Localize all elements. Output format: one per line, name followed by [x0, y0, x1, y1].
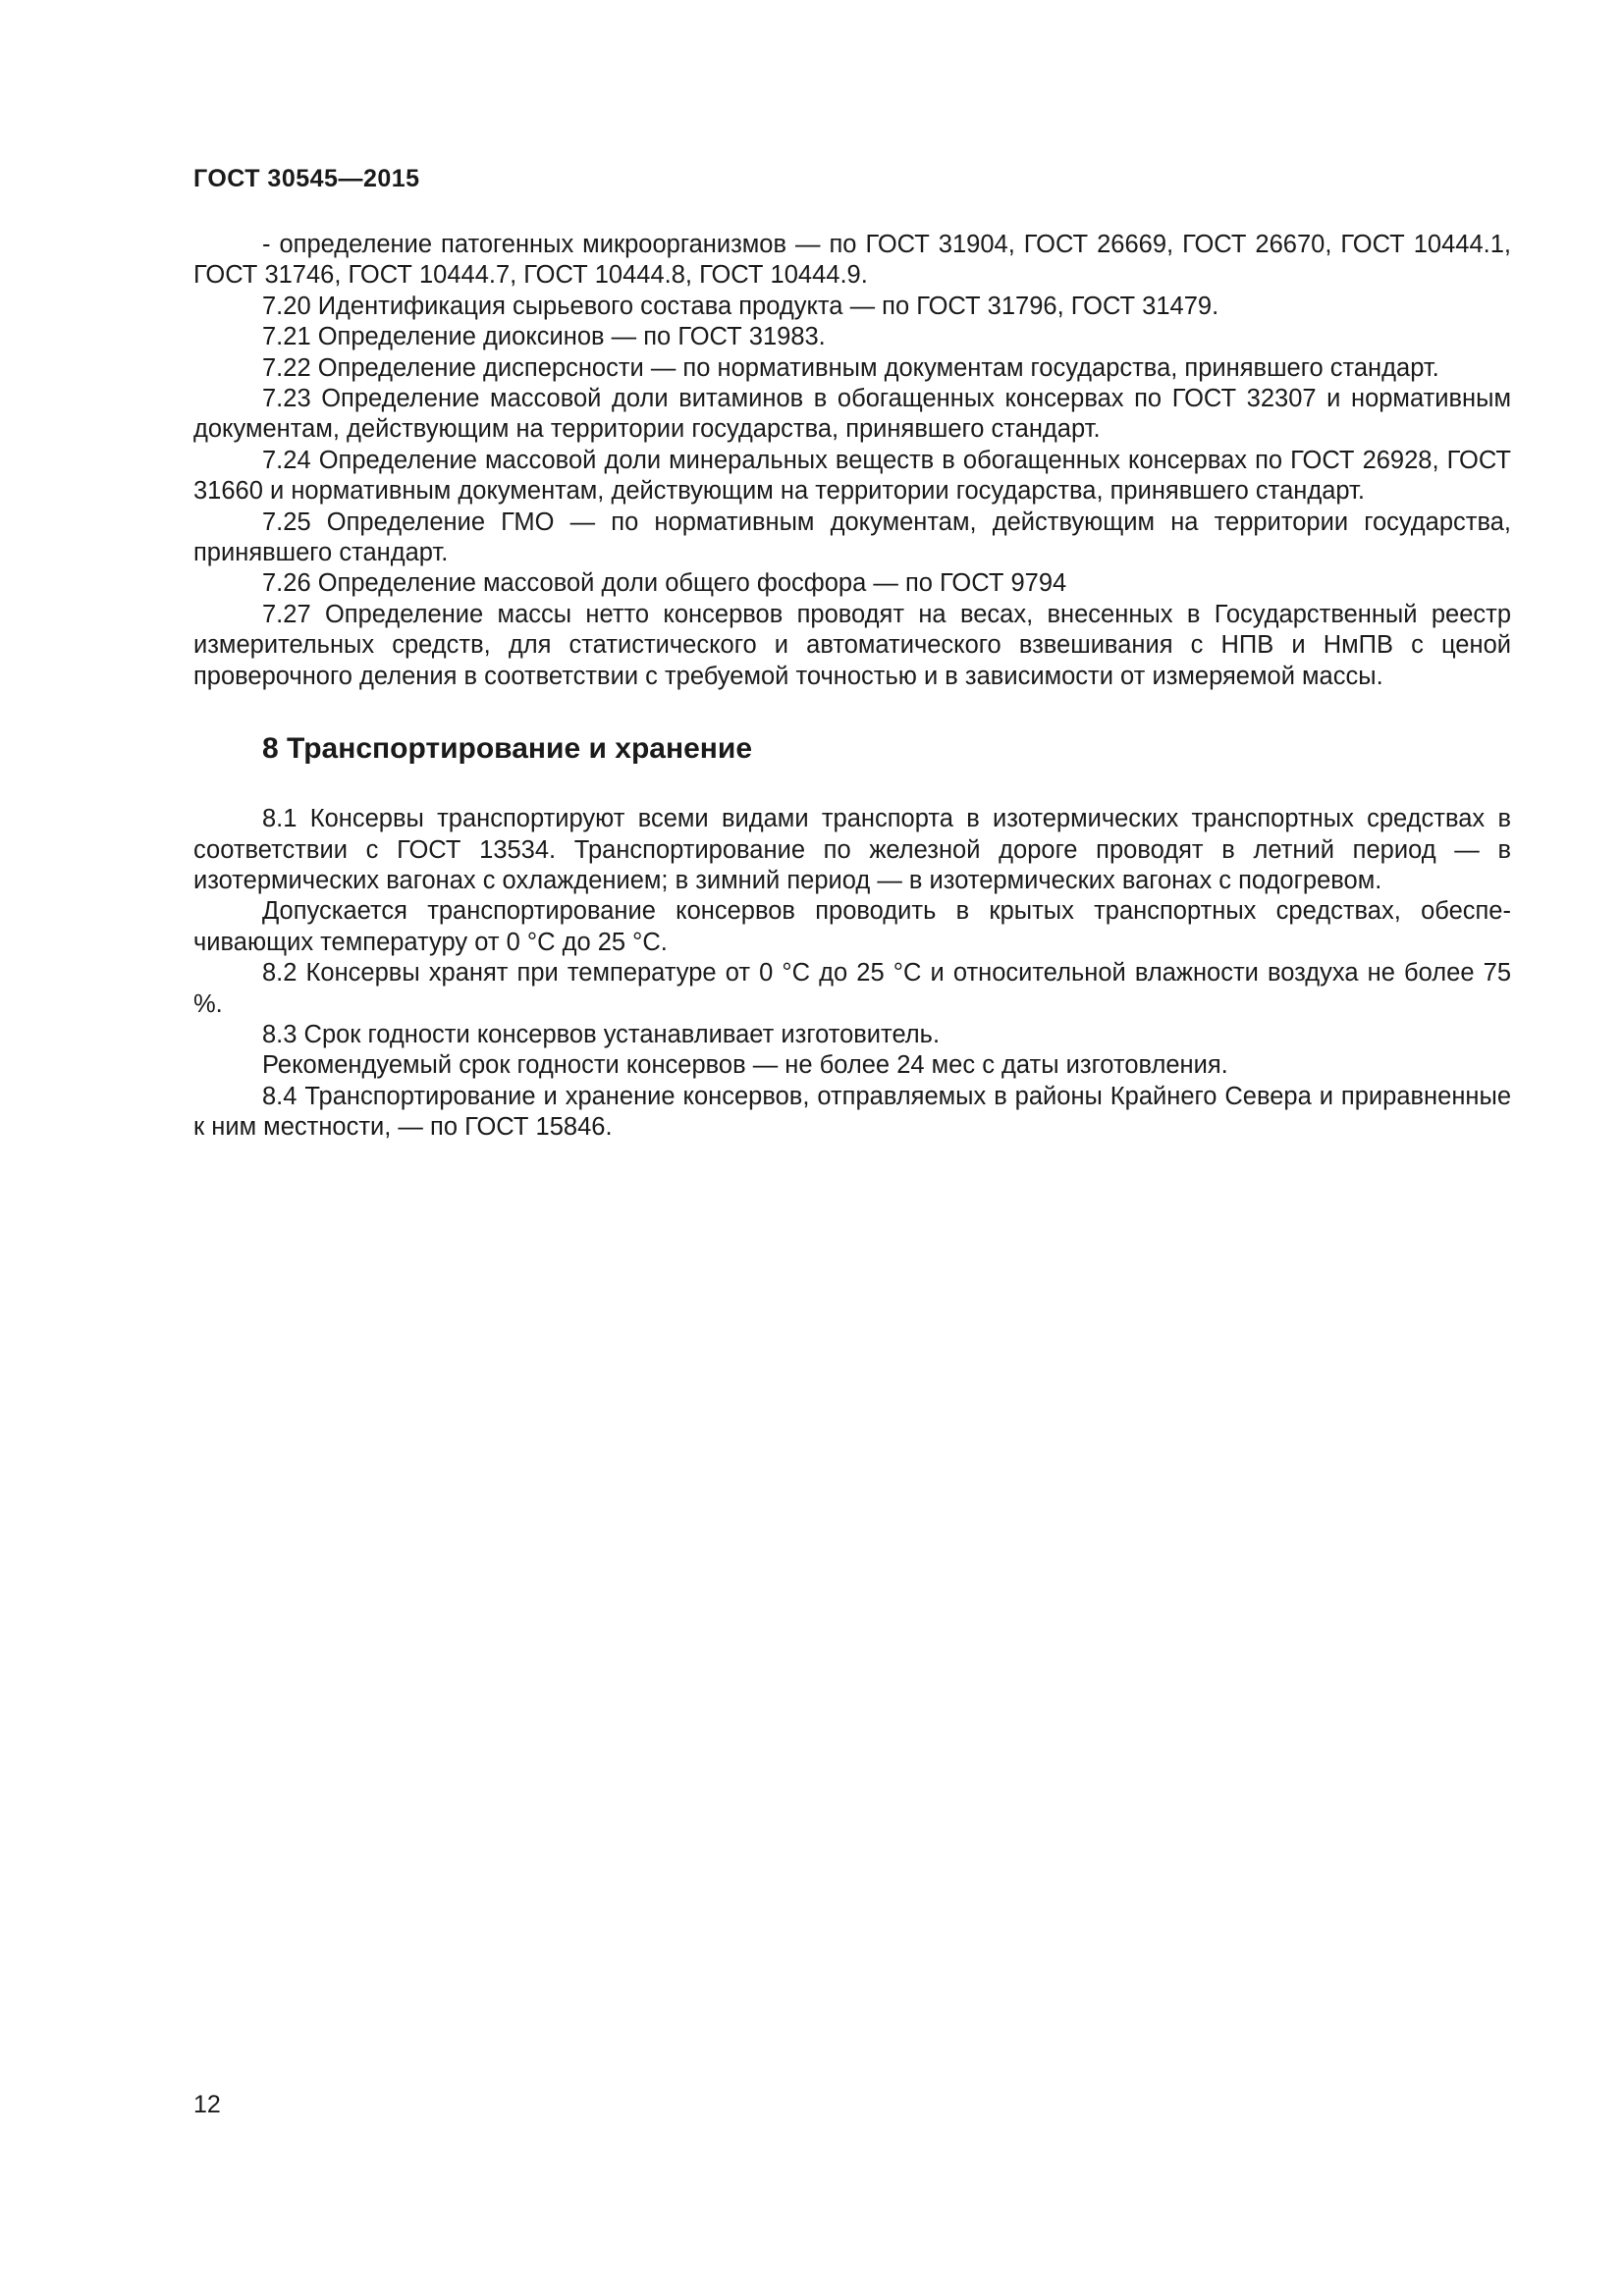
paragraph-8-4: 8.4 Транспортирование и хранение консервов, отправляемых в районы Крайнего Севера и приравненные к ним местности, — по ГОСТ 15846.	[193, 1082, 1511, 1142]
paragraph-8-1-cont: Допускается транспортирование консервов проводить в крытых транспортных средствах, обеспечивающих температуру от 0 °С до 25 °С.	[193, 897, 1511, 956]
paragraph-7-23: 7.23 Определение массовой доли витаминов в обогащенных консервах по ГОСТ 32307 и нормативным документам, действующим на территории государства, принявшего стандарт.	[193, 385, 1511, 444]
page-number: 12	[193, 2091, 221, 2118]
document-body	[193, 230, 1511, 1144]
paragraph-8-2: 8.2 Консервы хранят при температуре от 0 °С до 25 °С и относительной влажности воздуха не более 75 %.	[193, 959, 1511, 1018]
paragraph-7-21: 7.21 Определение диоксинов — по ГОСТ 31983.	[262, 323, 826, 351]
paragraph-8-1: 8.1 Консервы транспортируют всеми видами транспорта в изотермических транспортных средствах в соответствии с ГОСТ 13534. Транспортирование по железной дороге проводят в летний период — в изотермических вагонах с охлаждением; в зимний период — в изотермических вагонах с подогревом.	[193, 805, 1511, 894]
paragraph-pathogens: - определение патогенных микроорганизмов — по ГОСТ 31904, ГОСТ 26669, ГОСТ 26670, ГОСТ 10444.1, ГОСТ 31746, ГОСТ 10444.7, ГОСТ 10444.8, ГОСТ 10444.9.	[193, 231, 1511, 290]
paragraph-7-25: 7.25 Определение ГМО — по нормативным документам, действующим на территории государства, принявшего стандарт.	[193, 507, 1511, 567]
paragraph-7-24: 7.24 Определение массовой доли минеральных веществ в обогащенных консервах по ГОСТ 26928, ГОСТ 31660 и нормативным документам, действующим на территории государства, принявшего стандарт.	[193, 446, 1511, 506]
paragraph-8-3-cont: Рекомендуемый срок годности консервов — не более 24 мес с даты изготовления.	[262, 1051, 1228, 1080]
document-header: ГОСТ 30545—2015	[193, 165, 420, 192]
paragraph-7-22: 7.22 Определение дисперсности — по нормативным документам государства, принявшего стандарт.	[262, 353, 1439, 382]
paragraph-7-26: 7.26 Определение массовой доли общего фосфора — по ГОСТ 9794	[262, 569, 1067, 598]
paragraph-8-3: 8.3 Срок годности консервов устанавливает изготовитель.	[262, 1020, 941, 1048]
paragraph-7-20: 7.20 Идентификация сырьевого состава продукта — по ГОСТ 31796, ГОСТ 31479.	[262, 292, 1219, 320]
section-8-title: 8 Транспортирование и хранение	[262, 732, 753, 766]
paragraph-7-27: 7.27 Определение массы нетто консервов проводят на весах, внесенных в Государственный реестр измерительных средств, для статистического и автоматического взвешивания с НПВ и НмПВ с ценой проверочного деления в соответствии с требуемой точностью и в зависимости от измеряемой массы.	[193, 600, 1511, 690]
